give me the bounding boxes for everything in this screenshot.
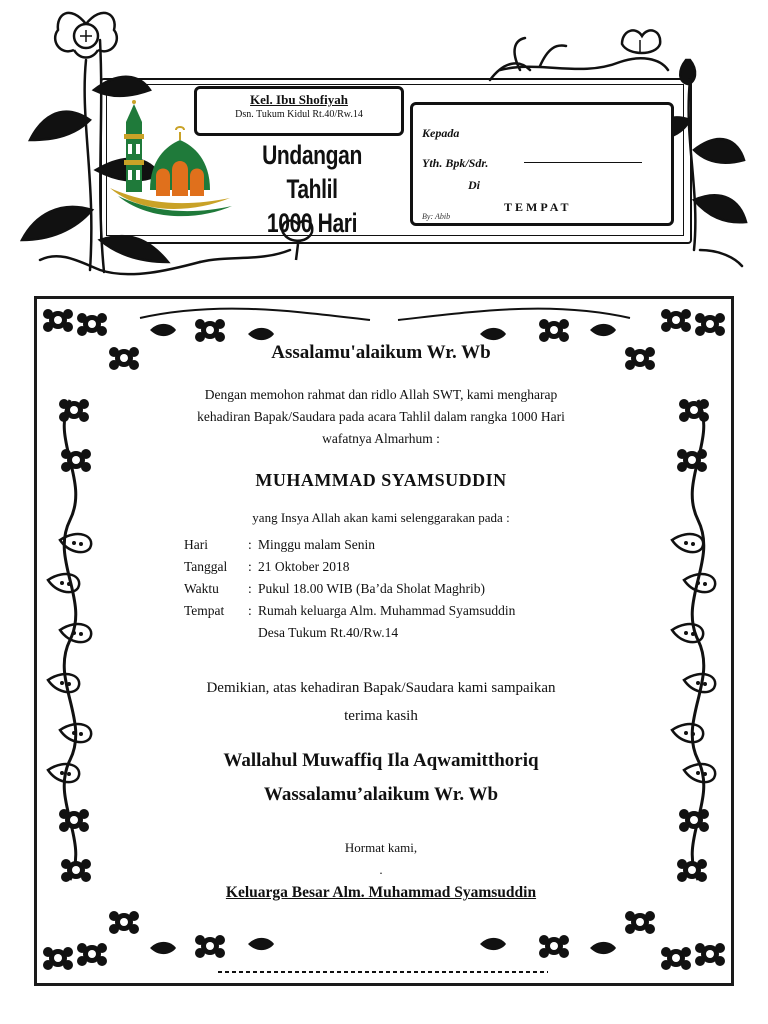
recipient-name-line <box>524 162 642 163</box>
closing-line: Demikian, atas kehadiran Bapak/Saudara kami sampaikan <box>206 680 556 696</box>
detail-label: Waktu <box>184 581 219 596</box>
regards: Hormat kami, <box>344 840 418 855</box>
host-family: Keluarga Besar Alm. Muhammad Syamsuddin <box>225 884 537 901</box>
detail-value: Pukul 18.00 WIB (Ba’da Sholat Maghrib) <box>258 581 485 596</box>
detail-colon: : <box>248 559 252 574</box>
detail-label: Tempat <box>184 603 225 618</box>
intro-line: kehadiran Bapak/Saudara pada acara Tahlil dalam rangka 1000 Hari <box>197 409 565 424</box>
closing-prayer <box>126 744 636 812</box>
closing-line: terima kasih <box>344 708 418 724</box>
deceased-name: MUHAMMAD SYAMSUDDIN <box>255 470 507 490</box>
detail-colon: : <box>248 581 252 596</box>
detail-colon: : <box>248 537 252 552</box>
regards-dot: . <box>379 862 383 877</box>
detail-value: Rumah keluarga Alm. Muhammad Syamsuddin <box>258 603 516 618</box>
invitation-title-line2: 1000 Hari <box>266 208 358 238</box>
kepada-label: Kepada <box>422 126 460 140</box>
closing-paragraph <box>126 674 636 730</box>
invitation-title-line1: Undangan Tahlil <box>262 140 362 204</box>
flower-top-left-icon <box>55 13 117 58</box>
wallahu-line: Wallahul Muwaffiq Ila Aqwamitthoriq <box>223 750 539 771</box>
flower-top-right-icon <box>622 30 695 84</box>
detail-label: Tanggal <box>184 559 228 574</box>
yth-label: Yth. Bpk/Sdr. <box>422 156 489 170</box>
designer-byline: By: Abib <box>422 212 451 221</box>
invitation-title <box>236 138 389 240</box>
intro-line: wafatnya Almarhum : <box>322 431 440 446</box>
intro-paragraph <box>126 384 636 450</box>
wassalam-line: Wassalamu’alaikum Wr. Wb <box>263 784 499 805</box>
detail-value: 21 Oktober 2018 <box>258 559 350 574</box>
detail-label: Hari <box>184 537 208 552</box>
greeting: Assalamu'alaikum Wr. Wb <box>271 342 491 363</box>
intro-line: Dengan memohon rahmat dan ridlo Allah SWT, kami mengharap <box>204 387 558 402</box>
detail-value: Desa Tukum Rt.40/Rw.14 <box>258 625 399 640</box>
sender-box <box>194 86 404 136</box>
di-label: Di <box>468 178 480 192</box>
event-intro: yang Insya Allah akan kami selenggarakan pada : <box>252 510 510 525</box>
detail-colon: : <box>248 603 252 618</box>
tempat-label: TEMPAT <box>504 200 572 214</box>
detail-value: Minggu malam Senin <box>258 537 375 552</box>
sender-address: Dsn. Tukum Kidul Rt.40/Rw.14 <box>235 109 363 120</box>
sender-name: Kel. Ibu Shofiyah <box>250 92 348 107</box>
